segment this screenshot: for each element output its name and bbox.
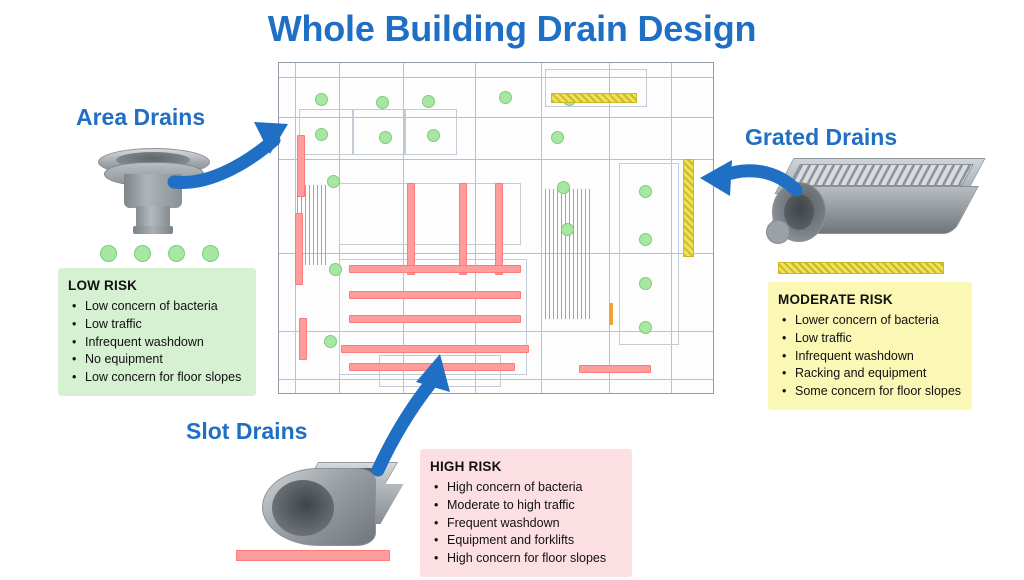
slot-drains-label: Slot Drains	[186, 418, 308, 444]
callout-list-item: • High concern for floor slopes	[445, 550, 622, 568]
plan-area-drain-marker	[379, 131, 392, 144]
callout-list-item: • Frequent washdown	[445, 515, 622, 533]
plan-area-drain-marker	[422, 95, 435, 108]
high-risk-heading: HIGH RISK	[430, 459, 502, 474]
slot-drain-outlet	[272, 480, 334, 536]
plan-area-drain-marker	[315, 128, 328, 141]
plan-area-drain-marker	[561, 223, 574, 236]
callout-list-item: • Low traffic	[793, 330, 962, 348]
plan-slot-drain-marker	[579, 365, 651, 373]
callout-list-item: • Some concern for floor slopes	[793, 383, 962, 401]
grated-drains-label: Grated Drains	[745, 124, 898, 150]
callout-list-item: • High concern of bacteria	[445, 479, 622, 497]
callout-list-item: • Equipment and forklifts	[445, 532, 622, 550]
plan-area-drain-marker	[557, 181, 570, 194]
plan-gridline	[279, 159, 713, 160]
moderate-risk-legend-bar	[778, 262, 944, 274]
plan-grated-drain-marker	[551, 93, 637, 103]
moderate-risk-callout	[768, 282, 972, 410]
slot-drain-product-image	[258, 458, 394, 554]
plan-slot-drain-marker	[299, 318, 307, 360]
low-risk-list	[68, 298, 246, 387]
low-risk-callout	[58, 268, 256, 396]
grated-drain-flange	[766, 220, 790, 244]
callout-list-item: • Low concern for floor slopes	[83, 369, 246, 387]
grated-drain-grate	[788, 164, 974, 186]
plan-grated-drain-marker	[683, 159, 694, 257]
plan-area-drain-marker	[427, 129, 440, 142]
plan-area-drain-marker	[376, 96, 389, 109]
plan-area-drain-marker	[551, 131, 564, 144]
callout-list-item: • Infrequent washdown	[83, 334, 246, 352]
plan-room	[339, 183, 521, 245]
plan-gridline	[609, 63, 610, 393]
low-risk-legend-dot	[202, 245, 219, 262]
plan-area-drain-marker	[639, 277, 652, 290]
plan-area-drain-marker	[639, 185, 652, 198]
plan-area-drain-marker	[324, 335, 337, 348]
plan-gridline	[541, 63, 542, 393]
callout-list-item: • Racking and equipment	[793, 365, 962, 383]
moderate-risk-heading: MODERATE RISK	[778, 292, 893, 307]
plan-area-drain-marker	[499, 91, 512, 104]
callout-list-item: • Moderate to high traffic	[445, 497, 622, 515]
grated-drain-product-image	[778, 158, 986, 262]
plan-gridline	[279, 77, 713, 78]
plan-area-drain-marker	[639, 233, 652, 246]
plan-slot-drain-marker	[341, 345, 529, 353]
plan-hatched-area	[545, 189, 593, 319]
low-risk-legend-dot	[100, 245, 117, 262]
callout-list-item: • Low traffic	[83, 316, 246, 334]
plan-room	[379, 355, 501, 387]
plan-slot-drain-marker	[349, 363, 515, 371]
page-title: Whole Building Drain Design	[267, 8, 757, 49]
plan-slot-drain-marker	[349, 265, 521, 273]
area-drain-outlet	[133, 226, 173, 234]
plan-slot-drain-marker	[495, 183, 503, 275]
high-risk-legend-bar	[236, 550, 390, 561]
low-risk-legend-dot	[134, 245, 151, 262]
callout-list-item: • No equipment	[83, 351, 246, 369]
area-drains-label: Area Drains	[76, 104, 206, 130]
low-risk-heading: LOW RISK	[68, 278, 138, 293]
plan-slot-drain-marker	[349, 291, 521, 299]
plan-slot-drain-marker	[349, 315, 521, 323]
plan-orange-marker	[609, 303, 613, 325]
plan-area-drain-marker	[327, 175, 340, 188]
plan-area-drain-marker	[639, 321, 652, 334]
high-risk-callout	[420, 449, 632, 577]
plan-room	[353, 109, 405, 155]
plan-slot-drain-marker	[297, 135, 305, 197]
plan-area-drain-marker	[329, 263, 342, 276]
area-drain-body	[124, 174, 182, 208]
plan-area-drain-marker	[315, 93, 328, 106]
moderate-risk-list	[778, 312, 962, 401]
high-risk-list	[430, 479, 622, 568]
area-drain-product-image	[98, 140, 208, 240]
callout-list-item: • Infrequent washdown	[793, 348, 962, 366]
floor-plan-drawing	[278, 62, 714, 394]
grated-drain-outlet	[784, 194, 814, 230]
plan-slot-drain-marker	[295, 213, 303, 285]
low-risk-legend-dot	[168, 245, 185, 262]
plan-slot-drain-marker	[459, 183, 467, 275]
plan-slot-drain-marker	[407, 183, 415, 275]
callout-list-item: • Lower concern of bacteria	[793, 312, 962, 330]
callout-list-item: • Low concern of bacteria	[83, 298, 246, 316]
